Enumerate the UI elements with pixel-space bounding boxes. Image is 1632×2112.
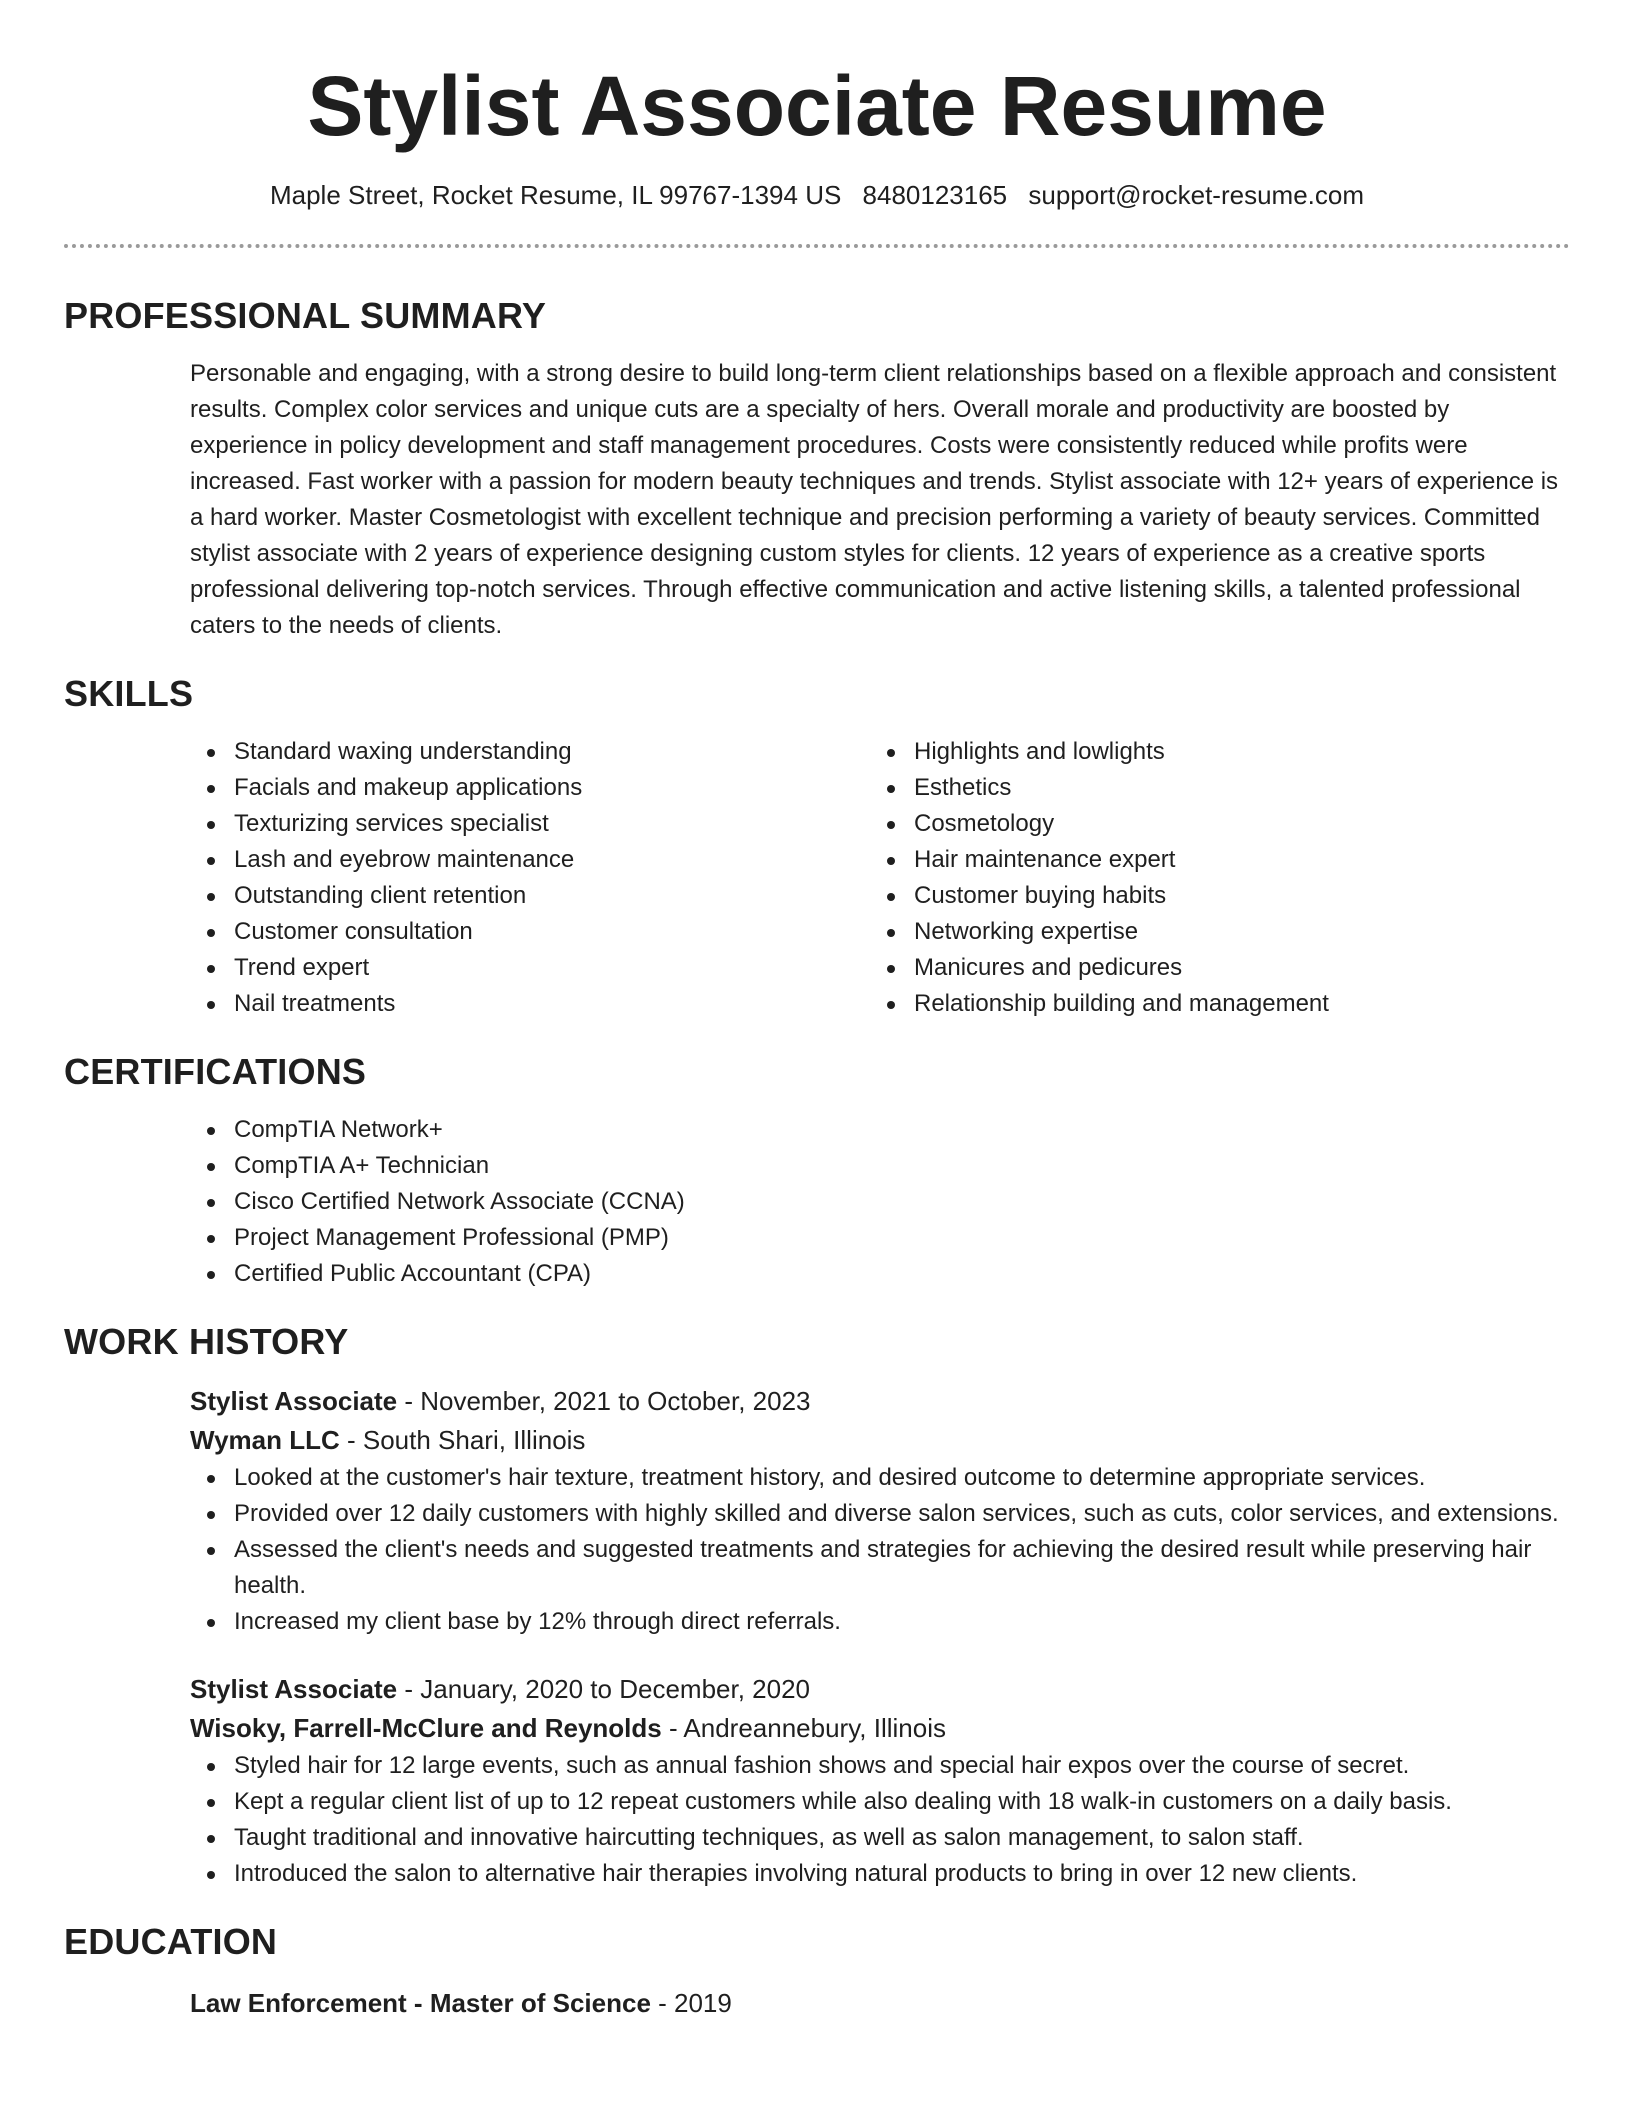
skill-item: Manicures and pedicures [870,950,1550,986]
job-title: Stylist Associate [190,1674,398,1704]
skill-item: Hair maintenance expert [870,842,1550,878]
skill-item: Cosmetology [870,806,1550,842]
certifications-body [190,1112,1570,1292]
skill-item: Customer buying habits [870,878,1550,914]
job-duty-item: Assessed the client's needs and suggested treatments and strategies for achieving the desired result while preserving hair health. [190,1532,1570,1604]
skills-list-left [190,734,870,1022]
skill-item: Facials and makeup applications [190,770,870,806]
skill-item: Texturizing services specialist [190,806,870,842]
certifications-list [190,1112,1570,1292]
certification-item: CompTIA A+ Technician [190,1148,1570,1184]
job-duty-item: Introduced the salon to alternative hair therapies involving natural products to bring in over 12 new clients. [190,1856,1570,1892]
section-title-work-history: WORK HISTORY [64,1321,349,1362]
job-dates: - January, 2020 to December, 2020 [397,1674,811,1704]
job-company-line [190,1421,1570,1460]
job-title-line [190,1382,1570,1421]
job-duty-item: Increased my client base by 12% through direct referrals. [190,1604,1570,1640]
job-company-line [190,1709,1570,1748]
job-entry [190,1670,1570,1892]
certification-item: Project Management Professional (PMP) [190,1220,1570,1256]
education-line [190,1984,1570,2023]
contact-email[interactable]: support@rocket-resume.com [1028,180,1365,210]
skill-item: Lash and eyebrow maintenance [190,842,870,878]
education-entry [190,1984,1570,2023]
job-duties-list [190,1460,1570,1640]
resume-title: Stylist Associate Resume [307,59,1327,153]
education-degree: Law Enforcement - Master of Science [190,1988,651,2018]
contact-line [64,178,1570,212]
resume-page [64,0,1570,2023]
job-dates: - November, 2021 to October, 2023 [397,1386,811,1416]
certification-item: Cisco Certified Network Associate (CCNA) [190,1184,1570,1220]
job-entry [190,1382,1570,1640]
skills-list-right [870,734,1550,1022]
skill-item: Esthetics [870,770,1550,806]
job-duty-item: Kept a regular client list of up to 12 repeat customers while also dealing with 18 walk-in customers on a daily basis. [190,1784,1570,1820]
job-title: Stylist Associate [190,1386,398,1416]
job-duty-item: Provided over 12 daily customers with highly skilled and diverse salon services, such as cuts, color services, and extensions. [190,1496,1570,1532]
job-company: Wisoky, Farrell-McClure and Reynolds [190,1713,662,1743]
skill-item: Trend expert [190,950,870,986]
contact-address: Maple Street, Rocket Resume, IL 99767-1394 US [269,180,842,210]
skill-item: Standard waxing understanding [190,734,870,770]
section-title-education: EDUCATION [64,1921,278,1962]
job-duty-item: Taught traditional and innovative haircutting techniques, as well as salon management, to salon staff. [190,1820,1570,1856]
job-location: - Andreannebury, Illinois [661,1713,946,1743]
header-divider [64,244,1570,248]
skill-item: Customer consultation [190,914,870,950]
job-location: - South Shari, Illinois [339,1425,586,1455]
section-title-certifications: CERTIFICATIONS [64,1051,367,1092]
skill-item: Nail treatments [190,986,870,1022]
summary-text: Personable and engaging, with a strong desire to build long-term client relationships based on a flexible approach and consistent results. Complex color services and unique cuts are a specialty of hers. Overall morale and productivity are boosted by experience in policy development and staff management procedures. Costs were consistently reduced while profits were increased. Fast worker with a passion for modern beauty techniques and trends. Stylist associate with 12+ years of experience is a hard worker. Master Cosmetologist with excellent technique and precision performing a variety of beauty services. Committed stylist associate with 2 years of experience designing custom styles for clients. 12 years of experience as a creative sports professional delivering top-notch services. Through effective communication and active listening skills, a talented professional caters to the needs of clients. [190,360,1559,639]
job-duties-list [190,1748,1570,1892]
job-title-line [190,1670,1570,1709]
certification-item: Certified Public Accountant (CPA) [190,1256,1570,1292]
skills-grid [190,734,1570,1022]
job-company: Wyman LLC [190,1425,340,1455]
job-duty-item: Looked at the customer's hair texture, treatment history, and desired outcome to determine appropriate services. [190,1460,1570,1496]
education-year: - 2019 [650,1988,732,2018]
certification-item: CompTIA Network+ [190,1112,1570,1148]
job-duty-item: Styled hair for 12 large events, such as annual fashion shows and special hair expos over the course of secret. [190,1748,1570,1784]
skill-item: Outstanding client retention [190,878,870,914]
contact-phone: 8480123165 [862,180,1008,210]
skill-item: Highlights and lowlights [870,734,1550,770]
skill-item: Networking expertise [870,914,1550,950]
section-title-skills: SKILLS [64,673,194,714]
section-title-summary: PROFESSIONAL SUMMARY [64,295,547,336]
skill-item: Relationship building and management [870,986,1550,1022]
